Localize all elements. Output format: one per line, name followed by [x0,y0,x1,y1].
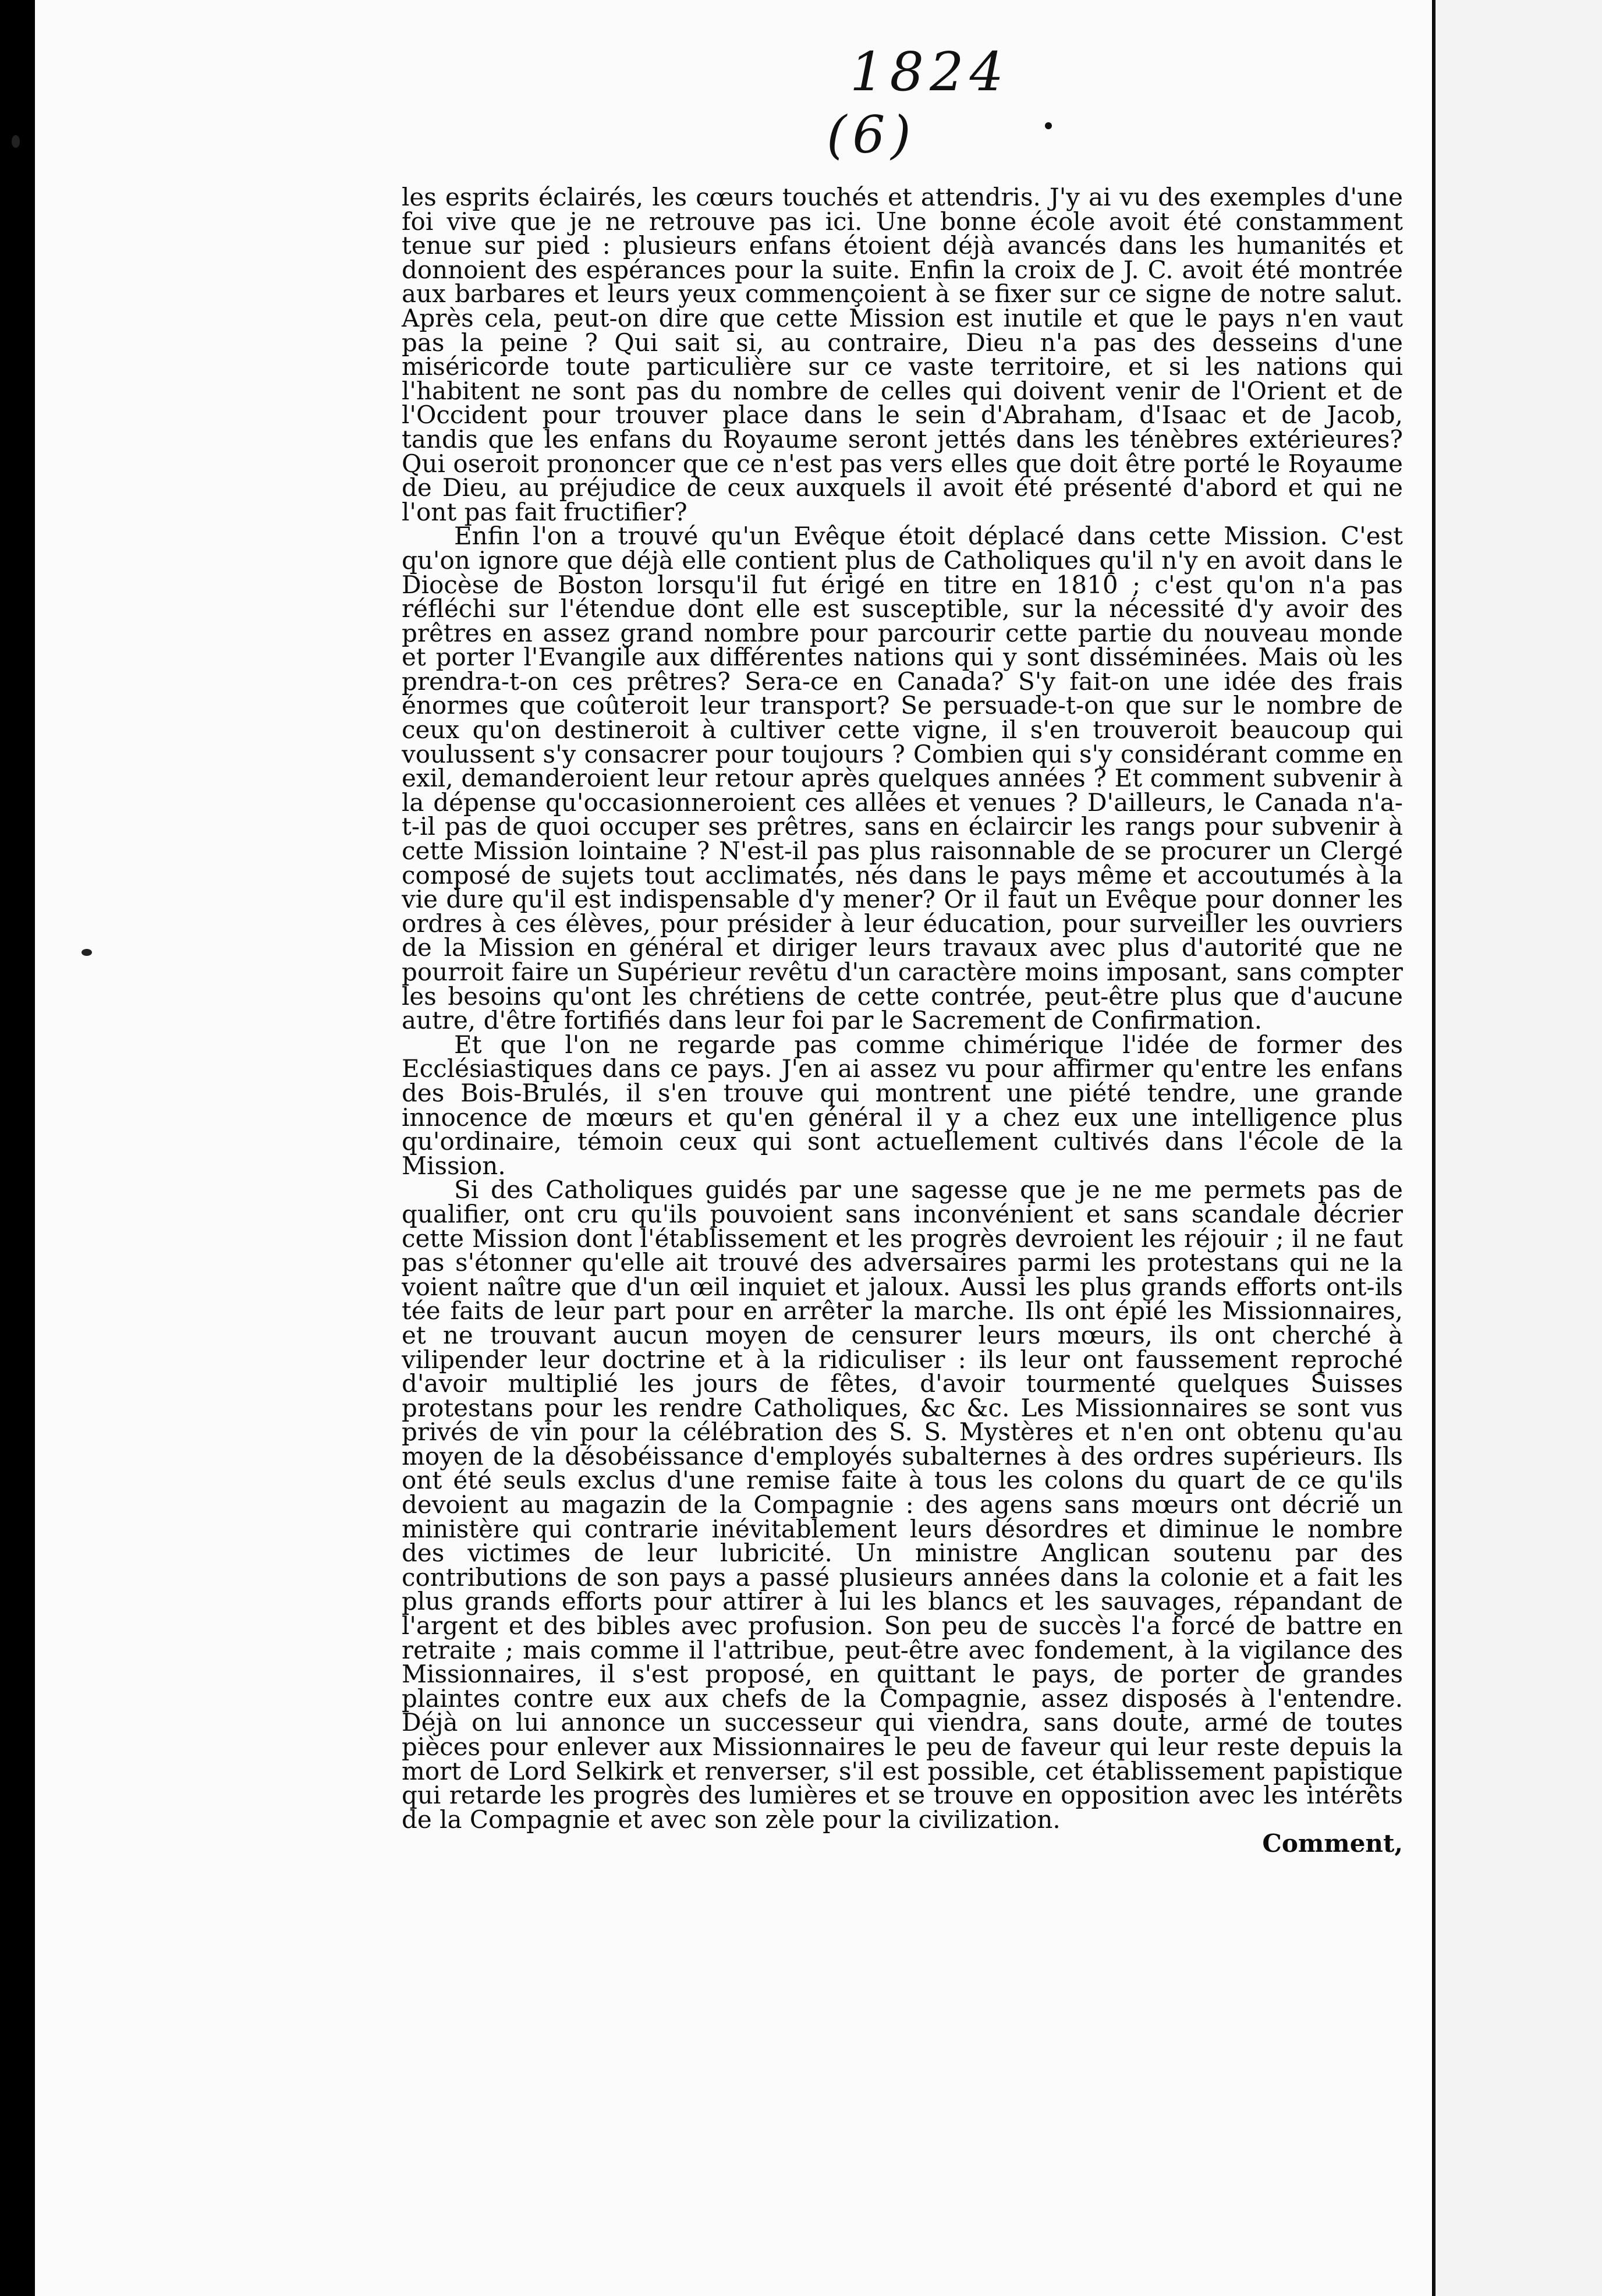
catchword-line [402,1831,1403,1856]
margin-mark [81,949,92,956]
handwritten-year: 1824 [850,41,1010,103]
paragraph: Et que l'on ne regarde pas comme chimérique l'idée de former des Ecclésiastiques dans ce pays. J'en ai assez vu pour affirmer qu'entre les enfans des Bois-Brulés, il s'en trouve qui montrent une piété tendre, une grande innocence de mœurs et qu'en général il y a chez eux une intelligence plus qu'ordinaire, témoin ceux qui sont actuellement cultivés dans l'école de la Mission. [402,1030,1403,1180]
handwritten-page-number: (6) [827,105,917,165]
margin-mark [12,135,20,148]
paragraph: les esprits éclairés, les cœurs touchés et attendris. J'y ai vu des exemples d'une foi vive que je ne retrouve pas ici. Une bonne école avoit été constamment tenue sur pied : plusieurs enfans étoient déjà avancés dans les humanités et donnoient des espérances pour la suite. Enfin la croix de J. C. avoit été montrée aux barbares et leurs yeux commençoient à se fixer sur ce signe de notre salut. Après cela, peut-on dire que cette Mission est inutile et que le pays n'en vaut pas la peine ? Qui sait si, au contraire, Dieu n'a pas des desseins d'une miséricorde toute particulière sur ce vaste territoire, et si les nations qui l'habitent ne sont pas du nombre de celles qui doivent venir de l'Orient et de l'Occident pour trouver place dans le sein d'Abraham, d'Isaac et de Jacob, tandis que les enfans du Royaume seront jettés dans les ténèbres extérieures? Qui oseroit prononcer que ce n'est pas vers elles que doit être porté le Royaume de Dieu, au préjudice de ceux auxquels il avoit été présenté d'abord et qui ne l'ont pas fait fructifier? [402,183,1403,526]
paragraph: Enfin l'on a trouvé qu'un Evêque étoit déplacé dans cette Mission. C'est qu'on ignore que déjà elle contient plus de Catholiques qu'il n'y en avoit dans le Diocèse de Boston lorsqu'il fut érigé en titre en 1810 ; c'est qu'on n'a pas réfléchi sur l'étendue dont elle est susceptible, sur la nécessité d'y avoir des prêtres en assez grand nombre pour parcourir cette partie du nouveau monde et porter l'Evangile aux différentes nations qui y sont disséminées. Mais où les prendra-t-on ces prêtres? Sera-ce en Canada? S'y fait-on une idée des frais énormes que coûteroit leur transport? Se persuade-t-on que sur le nombre de ceux qu'on destineroit à cultiver cette vigne, il s'en trouveroit beaucoup qui voulussent s'y consacrer pour toujours ? Combien qui s'y considérant comme en exil, demanderoient leur retour après quelques années ? Et comment subvenir à la dépense qu'occasionneroient ces allées et venues ? D'ailleurs, le Canada n'a-t-il pas de quoi occuper ses prêtres, sans en éclaircir les rangs pour subvenir à cette Mission lointaine ? N'est-il pas plus raisonnable de se procurer un Clergé composé de sujets tout acclimatés, nés dans le pays même et accoutumés à la vie dure qu'il est indispensable d'y mener? Or il faut un Evêque pour donner les ordres à ces élèves, pour présider à leur éducation, pour surveiller les ouvriers de la Mission en général et diriger leurs travaux avec plus d'autorité que ne pourroit faire un Supérieur revêtu d'un caractère moins imposant, sans compter les besoins qu'ont les chrétiens de cette contrée, peut-être plus que d'aucune autre, d'être fortifiés dans leur foi par le Sacrement de Confirmation. [402,522,1403,1035]
catchword: Comment, [1262,1829,1403,1858]
body-text [402,185,1403,1856]
next-page-edge [1433,0,1602,2296]
ink-dot [1045,122,1052,129]
paragraph: Si des Catholiques guidés par une sagesse que je ne me permets pas de qualifier, ont cru qu'ils pouvoient sans inconvénient et sans scandale décrier cette Mission dont l'établissement et les progrès devroient les réjouir ; il ne faut pas s'étonner qu'elle ait trouvé des adversaires parmi les protestans qui ne la voient naître que d'un œil inquiet et jaloux. Aussi les plus grands efforts ont-ils tée faits de leur part pour en arrêter la marche. Ils ont épié les Missionnaires, et ne trouvant aucun moyen de censurer leurs mœurs, ils ont cherché à vilipender leur doctrine et à la ridiculiser : ils leur ont faussement reproché d'avoir multiplié les jours de fêtes, d'avoir tourmenté quelques Suisses protestans pour les rendre Catholiques, &c &c. Les Missionnaires se sont vus privés de vin pour la célébration des S. S. Mystères et n'en ont obtenu qu'au moyen de la désobéissance d'employés subalternes à des ordres supérieurs. Ils ont été seuls exclus d'une remise faite à tous les colons du quart de ce qu'ils devoient au magazin de la Compagnie : des agens sans mœurs ont décrié un ministère qui contrarie inévitablement leurs désordres et diminue le nombre des victimes de leur lubricité. Un ministre Anglican soutenu par des contributions de son pays a passé plusieurs années dans la colonie et a fait les plus grands efforts pour attirer à lui les blancs et les sauvages, répandant de l'argent et des bibles avec profusion. Son peu de succès l'a forcé de battre en retraite ; mais comme il l'attribue, peut-être avec fondement, à la vigilance des Missionnaires, il s'est proposé, en quittant le pays, de porter de grandes plaintes contre eux aux chefs de la Compagnie, assez disposés à l'entendre. Déjà on lui annonce un successeur qui viendra, sans doute, armé de toutes pièces pour enlever aux Missionnaires le peu de faveur qui leur reste depuis la mort de Lord Selkirk et renverser, s'il est possible, cet établissement papistique qui retarde les progrès des lumières et se trouve en opposition avec les intérêts de la Compagnie et avec son zèle pour la civilization. [402,1175,1403,1834]
